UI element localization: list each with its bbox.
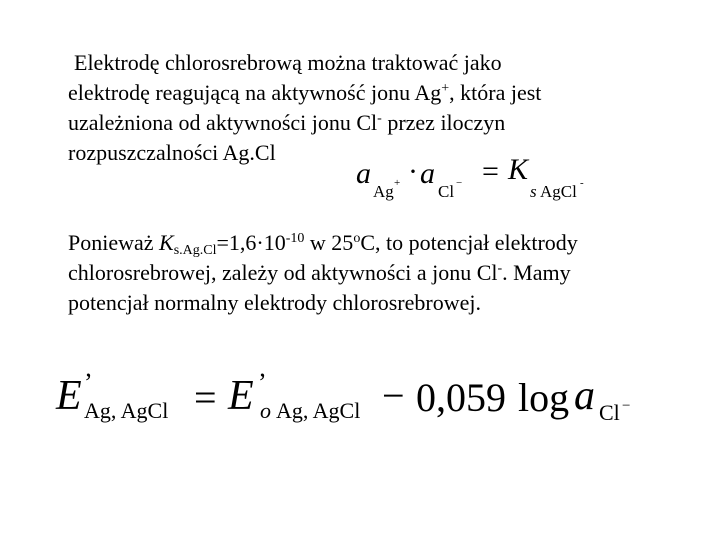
activity-a-cl-sup: −: [456, 177, 463, 189]
ks-exponent: -10: [285, 231, 305, 246]
solubility-k: K: [508, 153, 529, 186]
intro-line-2-end: , która jest: [449, 80, 542, 105]
potential-line-1-start: Ponieważ: [68, 230, 160, 255]
minus-sign: −: [382, 373, 405, 418]
activity-a-sub: Cl: [599, 400, 620, 425]
ks-subscript: s.Ag.Cl: [173, 243, 217, 258]
intro-line-4: rozpuszczalności Ag.Cl: [68, 140, 276, 165]
intro-line-3: [68, 108, 708, 138]
intro-line-3-text: uzależniona od aktywności jonu Cl: [68, 110, 378, 135]
standard-potential-o: o: [260, 398, 271, 423]
potential-line-1-end: C, to potencjał elektrody: [360, 230, 578, 255]
potential-line-3: potencjał normalny elektrody chlorosrebrowej.: [68, 290, 481, 315]
solubility-k-sub: AgCl: [540, 182, 577, 201]
intro-line-1: Elektrodę chlorosrebrową można traktować jako: [74, 50, 502, 75]
equals-sign: =: [482, 155, 499, 188]
activity-a-cl: a: [420, 157, 435, 190]
intro-line-2: [68, 78, 708, 108]
potential-line-2-end: . Mamy: [502, 260, 571, 285]
log-function: log: [518, 375, 570, 420]
intro-line-3-end: przez iloczyn: [381, 110, 506, 135]
activity-a-ag: a: [356, 157, 371, 190]
solubility-product-formula: [356, 155, 596, 211]
equals-sign-2: =: [194, 375, 217, 420]
nernst-formula: [56, 370, 656, 440]
potential-line-1: [68, 228, 708, 258]
solubility-k-sub-s: s: [530, 182, 537, 201]
cl-charge-2: -: [497, 261, 503, 276]
activity-a-ag-sup: +: [394, 177, 401, 189]
paragraph-intro: [68, 48, 708, 168]
standard-potential-prime: ’: [258, 368, 267, 397]
ks-symbol: K: [159, 230, 174, 255]
coefficient: 0,059: [416, 375, 506, 420]
potential-e-prime: ’: [84, 368, 93, 397]
standard-potential-e: E: [228, 373, 254, 419]
ks-value: =1,6·10: [216, 230, 286, 255]
intro-line-2-text: elektrodę reagującą na aktywność jonu Ag: [68, 80, 442, 105]
solubility-k-sup: -: [580, 177, 584, 189]
activity-a-sup: −: [622, 398, 631, 414]
potential-e-sub: Ag, AgCl: [84, 398, 169, 423]
cl-charge: -: [377, 111, 382, 126]
ag-charge: +: [441, 81, 450, 96]
potential-line-2-text: chlorosrebrowej, zależy od aktywności a jonu Cl: [68, 260, 498, 285]
activity-a-cl-sub: Cl: [438, 182, 455, 201]
potential-line-2: [68, 258, 708, 288]
potential-e: E: [56, 373, 82, 419]
standard-potential-sub: Ag, AgCl: [276, 398, 361, 423]
paragraph-potential: [68, 228, 708, 318]
multiply-dot: ·: [408, 155, 418, 188]
degree-sign: o: [353, 231, 361, 246]
activity-a-ag-sub: Ag: [373, 182, 394, 201]
activity-a: a: [574, 373, 595, 419]
temperature-text: w 25: [304, 230, 354, 255]
